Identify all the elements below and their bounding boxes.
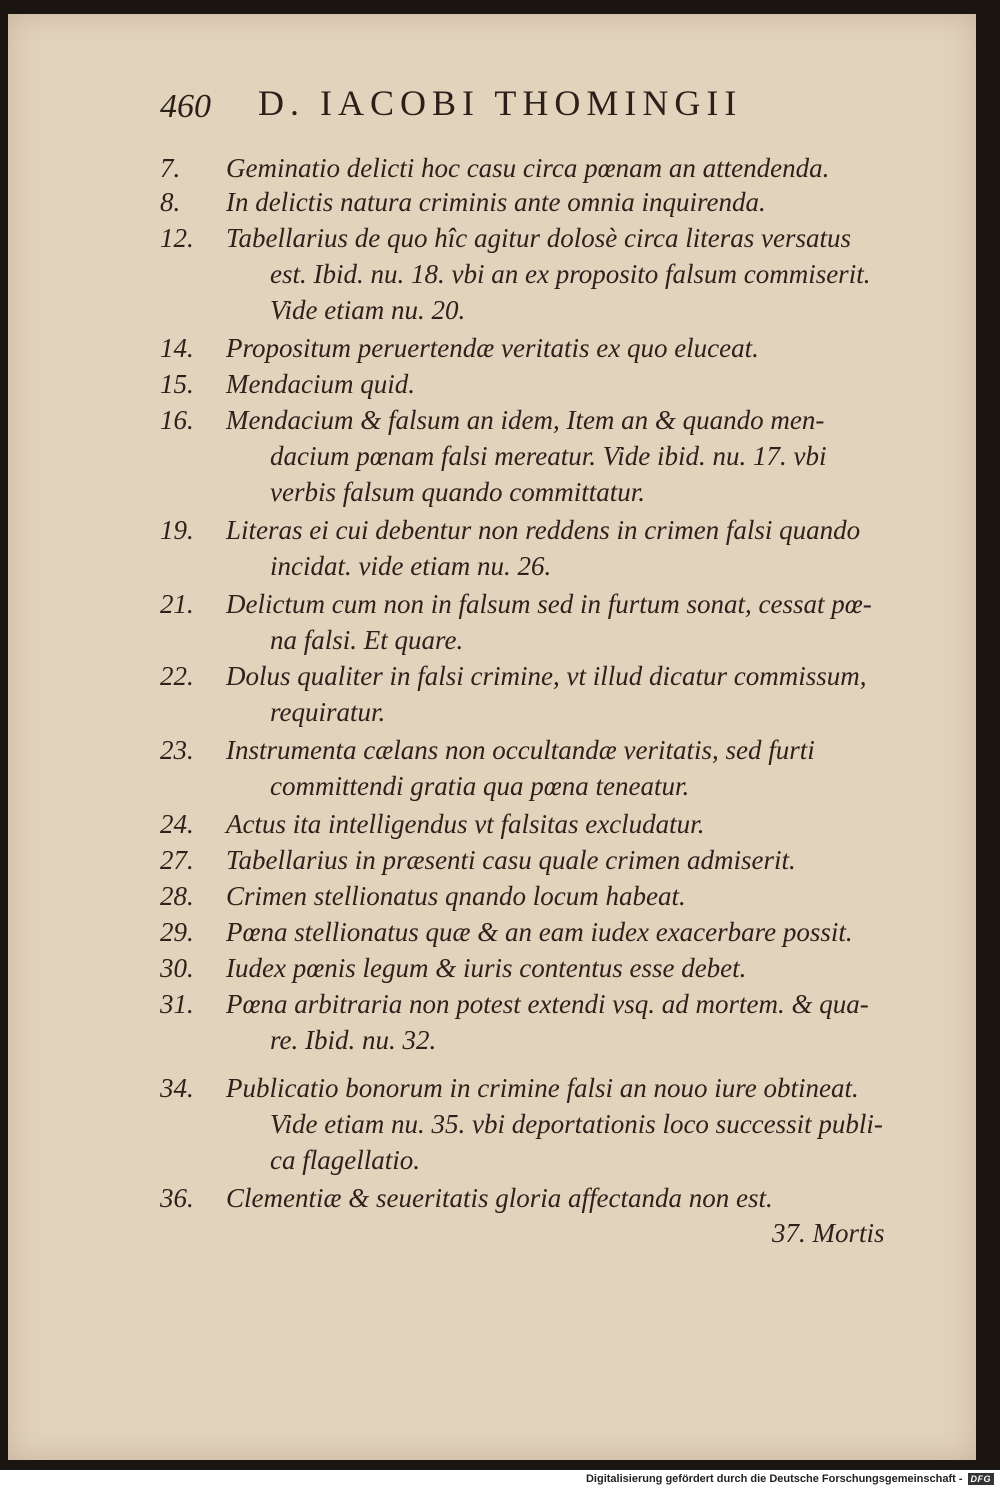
- entry-text-line: re. Ibid. nu. 32.: [270, 1025, 437, 1055]
- entry-number: 30.: [160, 953, 194, 983]
- index-entry: [160, 658, 920, 730]
- entry-number: 12.: [160, 223, 194, 253]
- index-entry: [160, 878, 920, 914]
- page-header: [160, 82, 840, 132]
- index-entry: [160, 986, 920, 1058]
- index-entry: [160, 512, 920, 584]
- index-entry: [160, 806, 920, 842]
- entry-text-line: Vide etiam nu. 20.: [270, 295, 466, 325]
- entry-number: 15.: [160, 369, 194, 399]
- entry-text-line: Iudex pœnis legum & iuris contentus esse debet.: [226, 953, 747, 983]
- entry-number: 29.: [160, 917, 194, 947]
- index-entry: [160, 184, 920, 220]
- entry-number: 28.: [160, 881, 194, 911]
- index-entry: [160, 150, 920, 186]
- entry-text-line: Tabellarius in præsenti casu quale crimen admiserit.: [226, 845, 796, 875]
- entry-text-line: Pœna stellionatus quæ & an eam iudex exacerbare possit.: [226, 917, 853, 947]
- entry-text-line: est. Ibid. nu. 18. vbi an ex proposito falsum commiserit.: [270, 259, 871, 289]
- entry-text-line: Actus ita intelligendus vt falsitas excludatur.: [226, 809, 705, 839]
- entry-text-line: committendi gratia qua pœna teneatur.: [270, 771, 690, 801]
- entry-text-line: Geminatio delicti hoc casu circa pœnam an attendenda.: [226, 153, 830, 183]
- catchword: 37. Mortis: [772, 1218, 885, 1248]
- entry-text-line: Delictum cum non in falsum sed in furtum sonat, cessat pœ-: [226, 589, 872, 619]
- entry-text-line: Mendacium & falsum an idem, Item an & quando men-: [226, 405, 825, 435]
- entry-text-line: Tabellarius de quo hîc agitur dolosè circa literas versatus: [226, 223, 851, 253]
- entry-text-line: Publicatio bonorum in crimine falsi an nouo iure obtineat.: [226, 1073, 859, 1103]
- entry-text-line: Propositum peruertendæ veritatis ex quo eluceat.: [226, 333, 759, 363]
- index-entry: [160, 1180, 920, 1216]
- entry-number: 8.: [160, 187, 181, 217]
- index-entry: [160, 220, 920, 328]
- index-entry: [160, 732, 920, 804]
- index-entry: [160, 402, 920, 510]
- entry-number: 27.: [160, 845, 194, 875]
- index-entry: [160, 950, 920, 986]
- page-number: 460: [160, 88, 211, 125]
- entry-text-line: dacium pœnam falsi mereatur. Vide ibid. nu. 17. vbi: [270, 441, 827, 471]
- entry-number: 21.: [160, 589, 194, 619]
- entry-number: 16.: [160, 405, 194, 435]
- entry-text-line: Dolus qualiter in falsi crimine, vt illud dicatur commissum,: [226, 661, 867, 691]
- entry-text-line: ca flagellatio.: [270, 1145, 420, 1175]
- entry-text-line: Mendacium quid.: [226, 369, 415, 399]
- entry-number: 36.: [160, 1183, 194, 1213]
- entry-text-line: Pœna arbitraria non potest extendi vsq. ad mortem. & qua-: [226, 989, 869, 1019]
- entry-text-line: na falsi. Et quare.: [270, 625, 464, 655]
- dfg-logo: DFG: [968, 1473, 995, 1485]
- entry-text-line: Clementiæ & seueritatis gloria affectanda non est.: [226, 1183, 773, 1213]
- entry-text-line: Literas ei cui debentur non reddens in crimen falsi quando: [226, 515, 861, 545]
- entry-number: 22.: [160, 661, 194, 691]
- entry-text-line: verbis falsum quando committatur.: [270, 477, 645, 507]
- footer: [586, 1471, 994, 1487]
- entry-text-line: incidat. vide etiam nu. 26.: [270, 551, 552, 581]
- running-title: D. IACOBI THOMINGII: [258, 83, 743, 123]
- entry-text-line: Vide etiam nu. 35. vbi deportationis loco successit publi-: [270, 1109, 883, 1139]
- entry-number: 34.: [160, 1073, 194, 1103]
- index-entry: [160, 330, 920, 366]
- entry-text-line: Instrumenta cælans non occultandæ veritatis, sed furti: [226, 735, 815, 765]
- index-entry: [160, 366, 920, 402]
- index-entry: [160, 914, 920, 950]
- index-entry: [160, 1070, 920, 1178]
- entry-text-line: In delictis natura criminis ante omnia inquirenda.: [226, 187, 766, 217]
- entry-number: 7.: [160, 153, 181, 183]
- entry-text-line: requiratur.: [270, 697, 386, 727]
- footer-text: Digitalisierung gefördert durch die Deutsche Forschungsgemeinschaft -: [585, 1473, 963, 1485]
- entry-number: 24.: [160, 809, 194, 839]
- index-entry: [160, 842, 920, 878]
- index-entry: [160, 586, 920, 658]
- entry-number: 19.: [160, 515, 194, 545]
- entry-number: 31.: [160, 989, 194, 1019]
- entry-text-line: Crimen stellionatus qnando locum habeat.: [226, 881, 686, 911]
- entry-number: 23.: [160, 735, 194, 765]
- entry-number: 14.: [160, 333, 194, 363]
